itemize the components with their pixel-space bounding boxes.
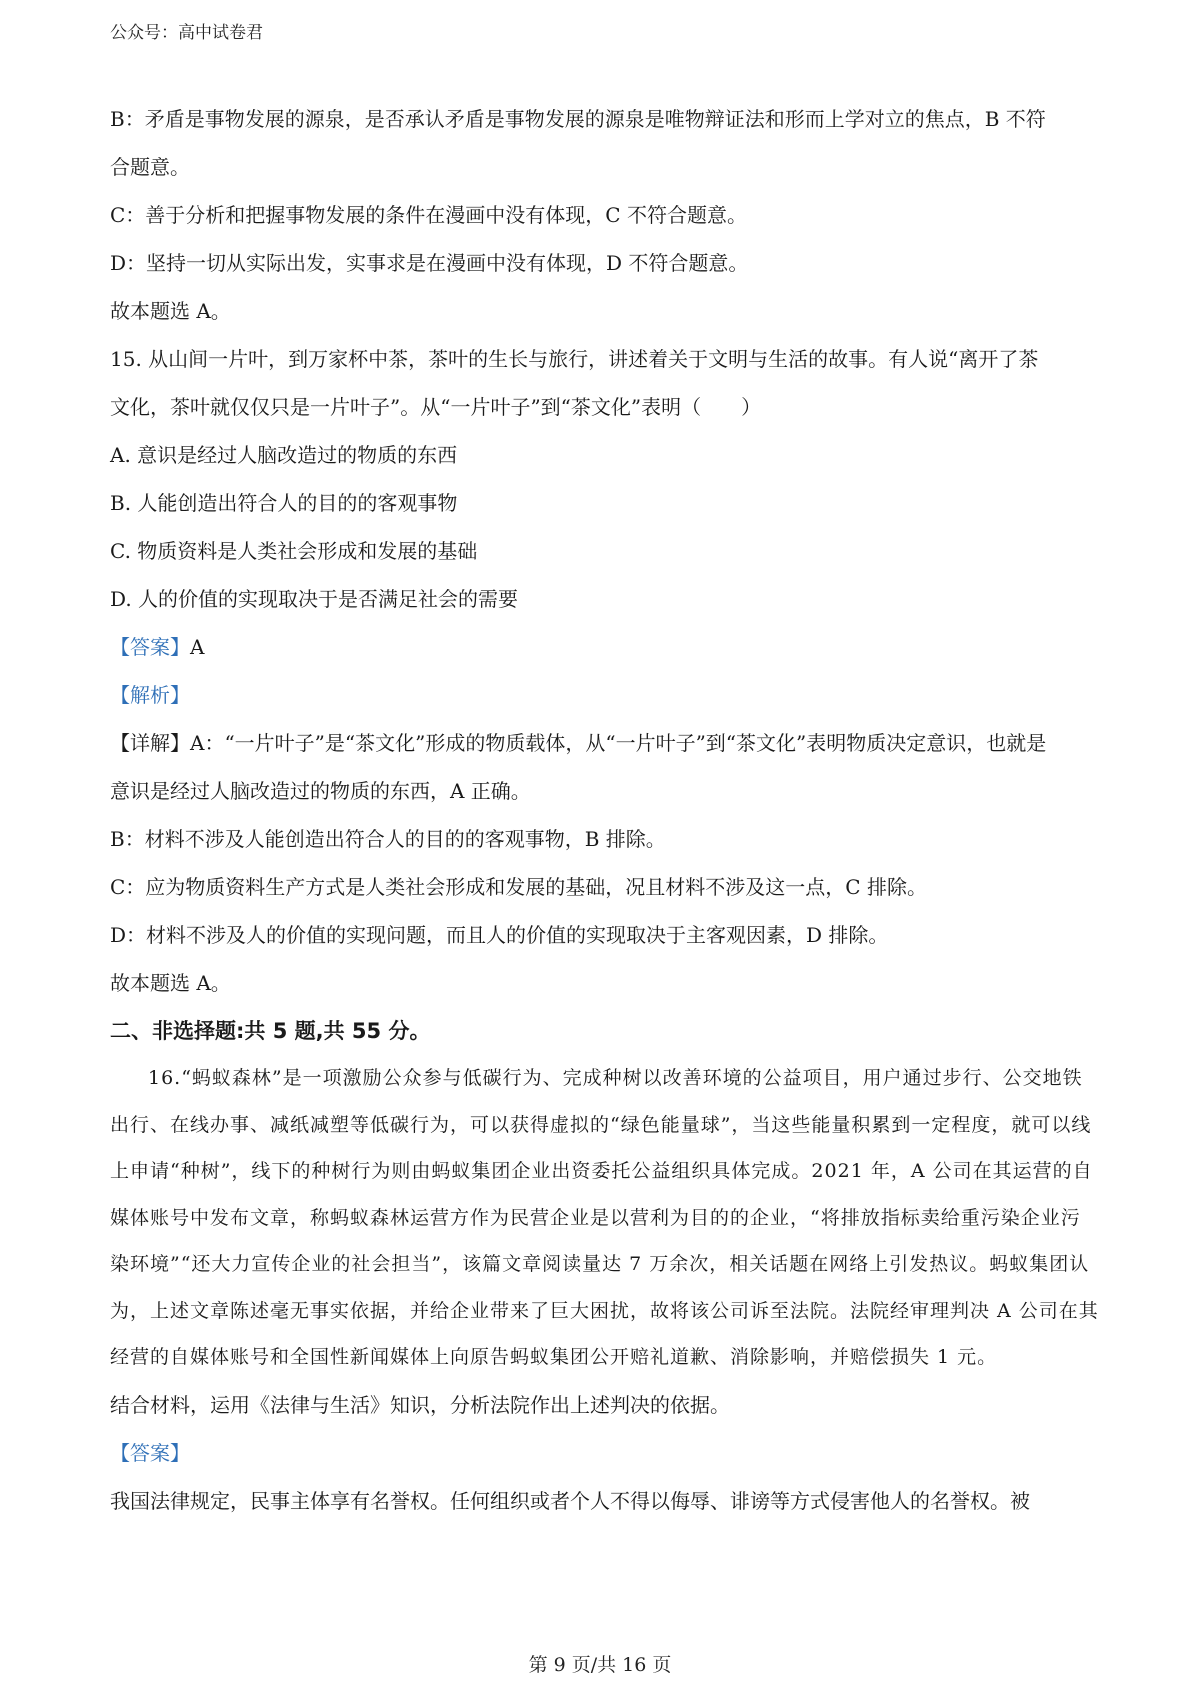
q16-answer-text: 我国法律规定，民事主体享有名誉权。任何组织或者个人不得以侮辱、诽谤等方式侵害他人的名誉权。被 xyxy=(110,1488,1030,1513)
q15-answer xyxy=(110,623,1100,671)
q15-detail-c: C：应为物质资料生产方式是人类社会形成和发展的基础，况且材料不涉及这一点，C 排除。 xyxy=(110,875,927,899)
q14-analysis-b-line-2: 合题意。 xyxy=(110,155,190,179)
q15-option-b: B. 人能创造出符合人的目的的客观事物 xyxy=(110,491,458,515)
q16-material: 16.“蚂蚁森林”是一项激励公众参与低碳行为、完成种树以改善环境的公益项目，用户通过步行、公交地铁出行、在线办事、减纸减塑等低碳行为，可以获得虚拟的“绿色能量球”，当这些能量积累到一定程度，就可以线上申请“种树”，线下的种树行为则由蚂蚁集团企业出资委托公益组织具体完成。2021 年，A 公司在其运营的自媒体账号中发布文章，称蚂蚁森林运营方作为民营企业是以营利为目的的企业，“将排放指标卖给重污染企业污染环境”“还大力宣传企业的社会担当”，该篇文章阅读量达 7 万余次，相关话题在网络上引发热议。蚂蚁集团认为，上述文章陈述毫无事实依据，并给企业带来了巨大困扰，故将该公司诉至法院。法院经审理判决 A 公司在其经营的自媒体账号和全国性新闻媒体上向原告蚂蚁集团公开赔礼道歉、消除影响，并赔偿损失 1 元。 xyxy=(110,1067,1099,1368)
q15-analysis-tag: 【解析】 xyxy=(110,683,190,707)
q15-detail-line-2: 意识是经过人脑改造过的物质的东西，A 正确。 xyxy=(110,779,531,803)
answer-value: A xyxy=(190,635,205,659)
q14-conclusion: 故本题选 A。 xyxy=(110,299,231,323)
q15-detail-line-1: 【详解】A：“一片叶子”是“茶文化”形成的物质载体，从“一片叶子”到“茶文化”表明物质决定意识，也就是 xyxy=(110,731,1047,755)
page-footer: 第 9 页/共 16 页 xyxy=(528,1654,672,1676)
q15-stem-line-1: 15. 从山间一片叶，到万家杯中茶，茶叶的生长与旅行，讲述着关于文明与生活的故事。有人说“离开了茶 xyxy=(110,347,1039,371)
q15-stem-line-2: 文化，茶叶就仅仅只是一片叶子”。从“一片叶子”到“茶文化”表明（ ） xyxy=(110,395,762,419)
q14-analysis-b-line-1: B：矛盾是事物发展的源泉，是否承认矛盾是事物发展的源泉是唯物辩证法和形而上学对立的焦点，B 不符 xyxy=(110,107,1046,131)
q14-analysis-c: C：善于分析和把握事物发展的条件在漫画中没有体现，C 不符合题意。 xyxy=(110,203,747,227)
q15-detail-b: B：材料不涉及人能创造出符合人的目的的客观事物，B 排除。 xyxy=(110,827,666,851)
q15-conclusion: 故本题选 A。 xyxy=(110,971,231,995)
q16-question: 结合材料，运用《法律与生活》知识，分析法院作出上述判决的依据。 xyxy=(110,1392,730,1417)
page-header: 公众号：高中试卷君 xyxy=(110,23,263,43)
q16-answer-tag: 【答案】 xyxy=(110,1440,190,1465)
q15-option-c: C. 物质资料是人类社会形成和发展的基础 xyxy=(110,539,478,563)
q15-detail-d: D：材料不涉及人的价值的实现问题，而且人的价值的实现取决于主客观因素，D 排除。 xyxy=(110,923,889,947)
q15-option-d: D. 人的价值的实现取决于是否满足社会的需要 xyxy=(110,587,519,611)
q15-option-a: A. 意识是经过人脑改造过的物质的东西 xyxy=(110,443,458,467)
answer-tag: 【答案】 xyxy=(110,635,190,659)
section-heading: 二、非选择题:共 5 题,共 55 分。 xyxy=(110,1019,431,1043)
q14-analysis-d: D：坚持一切从实际出发，实事求是在漫画中没有体现，D 不符合题意。 xyxy=(110,251,749,275)
page-content xyxy=(110,95,1100,1525)
